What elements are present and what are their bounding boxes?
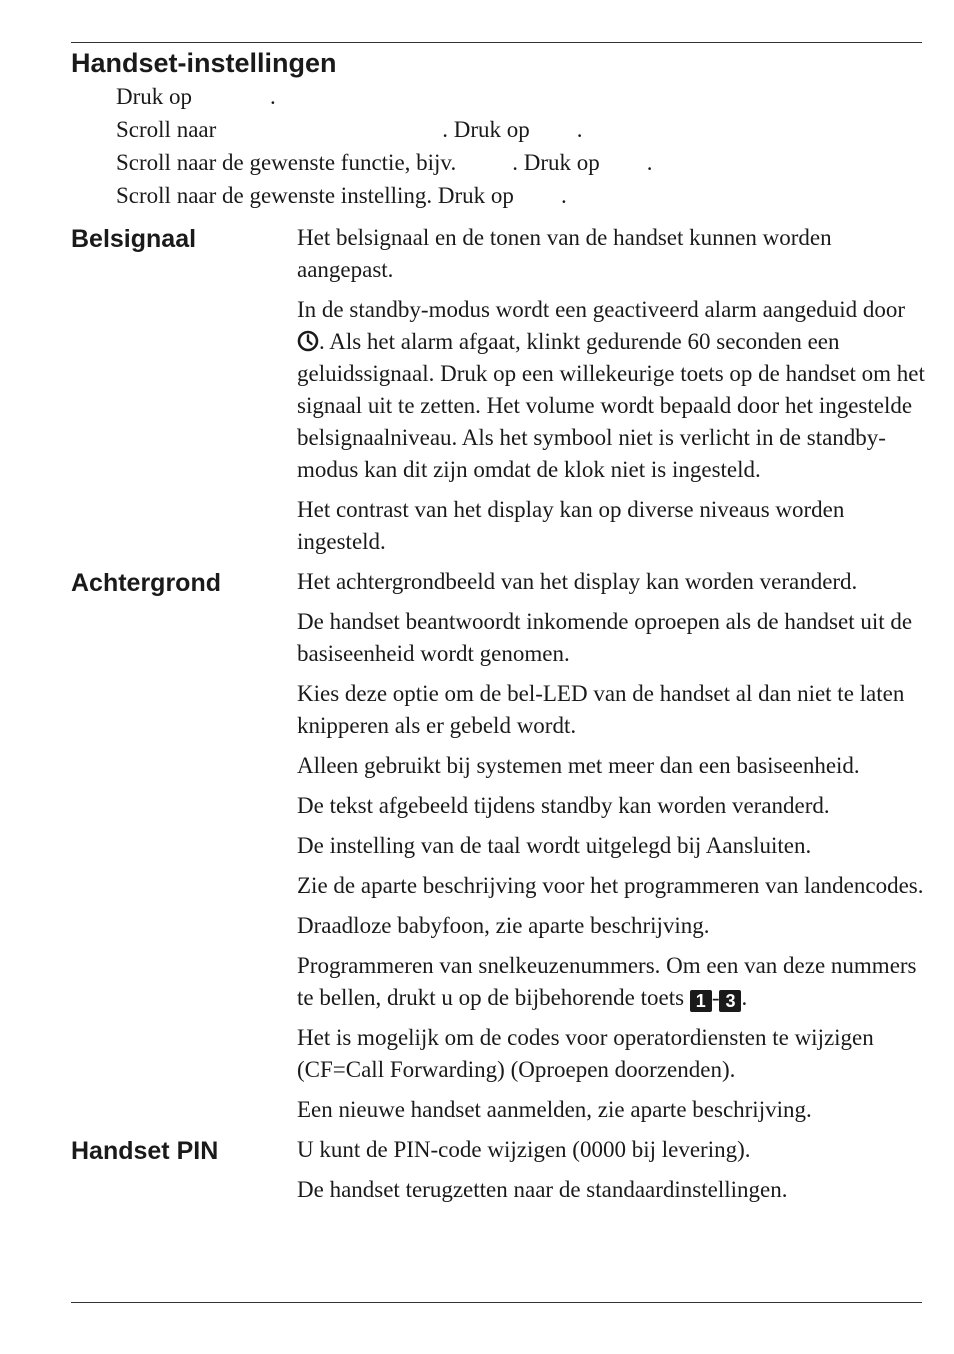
setting-description: Het achtergrondbeeld van het display kan worden veranderd. xyxy=(297,569,858,594)
instruction-steps xyxy=(116,80,652,212)
step-text: . Druk op xyxy=(512,150,600,175)
setting-row xyxy=(71,830,922,870)
setting-row xyxy=(71,1174,922,1214)
setting-row xyxy=(71,1134,922,1174)
setting-row xyxy=(71,222,922,294)
setting-description: De instelling van de taal wordt uitgelegd bij Aansluiten. xyxy=(297,833,812,858)
setting-label: Belsignaal xyxy=(71,225,197,253)
number-key-icon: 1 xyxy=(690,990,712,1012)
setting-description: Zie de aparte beschrijving voor het programmeren van landencodes. xyxy=(297,873,924,898)
setting-row xyxy=(71,950,922,1022)
setting-row xyxy=(71,606,922,678)
step-4 xyxy=(116,179,652,212)
setting-description: Een nieuwe handset aanmelden, zie aparte beschrijving. xyxy=(297,1097,812,1122)
setting-description: In de standby-modus wordt een geactiveerd alarm aangeduid door. Als het alarm afgaat, klinkt gedurende 60 seconden een geluidssignaal. Druk op een willekeurige toets op de handset om het signaal uit te zetten. Het volume wordt bepaald door het ingestelde belsignaalniveau. Als het symbool niet is verlicht in de standby-modus kan dit zijn omdat de klok niet is ingesteld. xyxy=(297,297,925,482)
setting-description: De handset beantwoordt inkomende oproepen als de handset uit de basiseenheid wordt genomen. xyxy=(297,609,913,666)
setting-description: Het is mogelijk om de codes voor operatordiensten te wijzigen (CF=Call Forwarding) (Oproepen doorzenden). xyxy=(297,1025,874,1082)
top-rule xyxy=(71,42,922,43)
setting-row xyxy=(71,790,922,830)
setting-row xyxy=(71,294,925,494)
setting-row xyxy=(71,1022,922,1094)
setting-row xyxy=(71,870,922,910)
step-text: Scroll naar de gewenste functie, bijv. xyxy=(116,150,457,175)
section-title: Handset-instellingen xyxy=(71,48,337,78)
step-3 xyxy=(116,146,652,179)
step-text: . Druk op xyxy=(442,117,530,142)
setting-description: De tekst afgebeeld tijdens standby kan worden veranderd. xyxy=(297,793,830,818)
step-text: Scroll naar xyxy=(116,117,217,142)
setting-row xyxy=(71,494,922,566)
setting-description: Het contrast van het display kan op diverse niveaus worden ingesteld. xyxy=(297,497,845,554)
setting-label: Handset PIN xyxy=(71,1137,219,1165)
step-text: . xyxy=(646,150,653,175)
step-2 xyxy=(116,113,652,146)
setting-description: Kies deze optie om de bel-LED van de handset al dan niet te laten knipperen als er gebeld wordt. xyxy=(297,681,905,738)
settings-list xyxy=(71,222,925,1214)
setting-row xyxy=(71,910,922,950)
setting-description: Het belsignaal en de tonen van de handset kunnen worden aangepast. xyxy=(297,225,832,282)
alarm-clock-icon xyxy=(297,330,319,352)
setting-row xyxy=(71,1094,922,1134)
setting-row xyxy=(71,566,922,606)
setting-label: Achtergrond xyxy=(71,569,221,597)
step-1 xyxy=(116,80,652,113)
setting-description: Draadloze babyfoon, zie aparte beschrijving. xyxy=(297,913,710,938)
bottom-rule xyxy=(71,1302,922,1303)
setting-row xyxy=(71,678,922,750)
step-text: . xyxy=(576,117,583,142)
setting-description: Programmeren van snelkeuzenummers. Om een van deze nummers te bellen, drukt u op de bijbehorende toets 1 - 3 . xyxy=(297,953,917,1011)
setting-row xyxy=(71,750,922,790)
step-text: Druk op xyxy=(116,84,193,109)
setting-description: Alleen gebruikt bij systemen met meer dan een basiseenheid. xyxy=(297,753,860,778)
number-key-icon: 3 xyxy=(719,990,741,1012)
setting-description: U kunt de PIN-code wijzigen (0000 bij levering). xyxy=(297,1137,751,1162)
step-text: Scroll naar de gewenste instelling. Druk op xyxy=(116,183,514,208)
step-text: . xyxy=(270,84,276,109)
step-text: . xyxy=(560,183,567,208)
setting-description: De handset terugzetten naar de standaardinstellingen. xyxy=(297,1177,788,1202)
